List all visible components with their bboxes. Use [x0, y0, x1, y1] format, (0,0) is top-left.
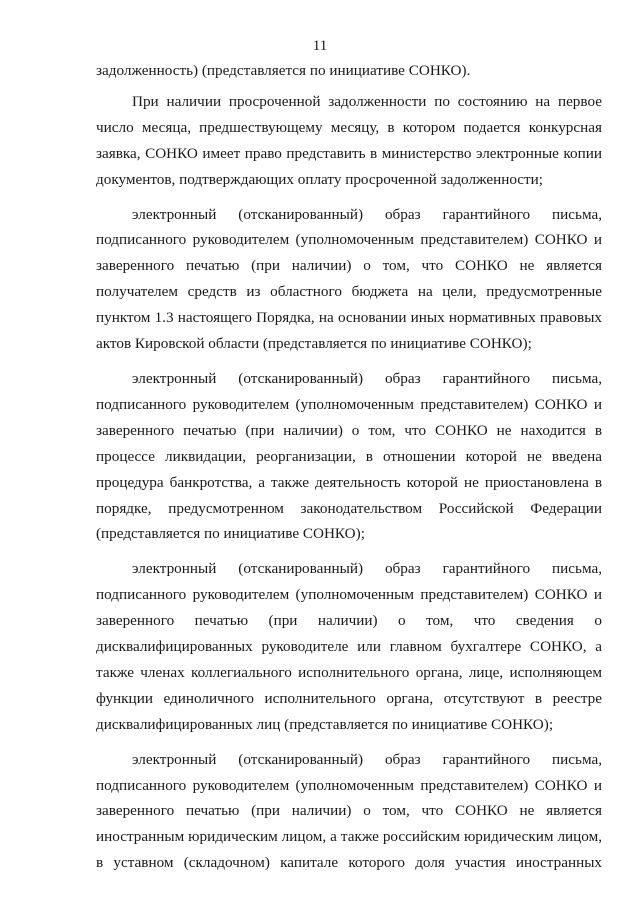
document-body: [96, 58, 602, 876]
paragraph-guarantee-foreign: электронный (отсканированный) образ гарантийного письма, подписанного руководителем (уполномоченным представителем) СОНКО и заверенного печатью (при наличии) о том, что СОНКО не является иностранным юридическим лицом, а также российским юридическим лицом, в уставном (складочном) капитале которого доля участия иностранных: [96, 750, 602, 872]
paragraph-overdue-debt: При наличии просроченной задолженности по состоянию на первое число месяца, предшествующему месяцу, в котором подается конкурсная заявка, СОНКО имеет право представить в министерство электронные копии документов, подтверждающих оплату просроченной задолженности;: [96, 92, 602, 188]
paragraph-guarantee-disqualified: электронный (отсканированный) образ гарантийного письма, подписанного руководителем (уполномоченным представителем) СОНКО и заверенного печатью (при наличии) о том, что сведения о дисквалифицированных руководителе или главном бухгалтере СОНКО, а также членах коллегиального исполнительного органа, лице, исполняющем функции единоличного исполнительного органа, отсутствуют в реестре дисквалифицированных лиц (представляется по инициативе СОНКО);: [96, 560, 602, 733]
page-number: 11: [312, 38, 328, 54]
paragraph-continuation: задолженность) (представляется по инициативе СОНКО).: [96, 62, 471, 79]
paragraph-guarantee-budget: электронный (отсканированный) образ гарантийного письма, подписанного руководителем (уполномоченным представителем) СОНКО и заверенного печатью (при наличии) о том, что СОНКО не является получателем средств из областного бюджета на цели, предусмотренные пунктом 1.3 настоящего Порядка, на основании иных нормативных правовых актов Кировской области (представляется по инициативе СОНКО);: [96, 205, 602, 353]
paragraph-guarantee-liquidation: электронный (отсканированный) образ гарантийного письма, подписанного руководителем (уполномоченным представителем) СОНКО и заверенного печатью (при наличии) о том, что СОНКО не находится в процессе ликвидации, реорганизации, в отношении которой не введена процедура банкротства, а также деятельность которой не приостановлена в порядке, предусмотренном законодательством Российской Федерации (представляется по инициативе СОНКО);: [96, 369, 602, 543]
